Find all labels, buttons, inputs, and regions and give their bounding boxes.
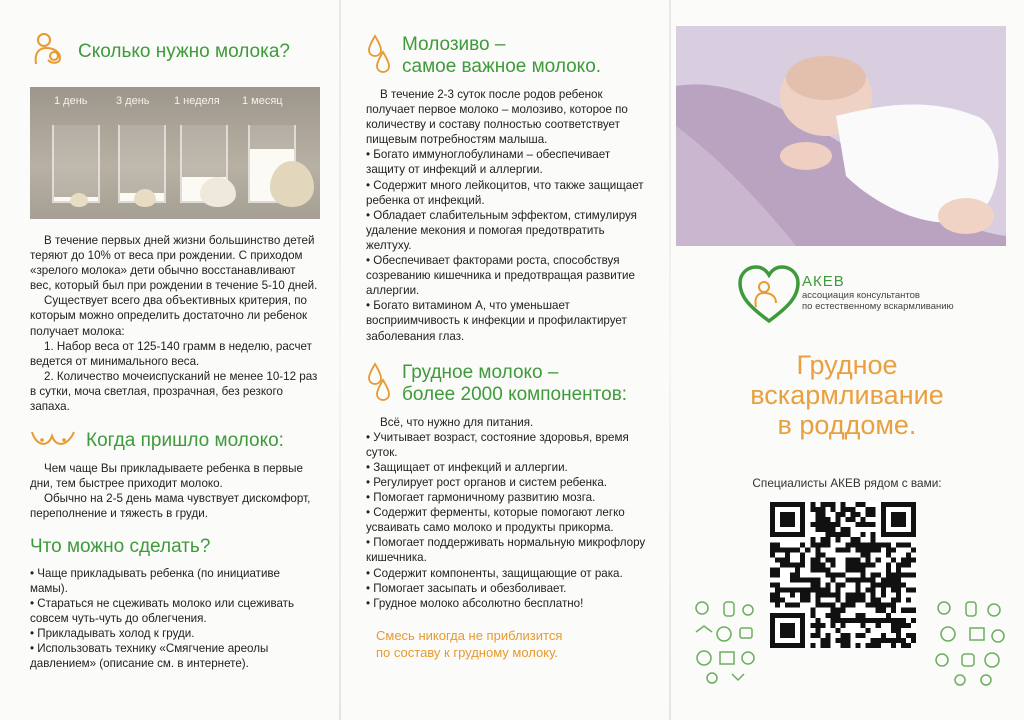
closing-statement bbox=[366, 627, 648, 661]
para-weight-loss: В течение первых дней жизни большинство детей теряют до 10% от веса при рождении. С приходом «зрелого молока» дети обычно восстанавливают вес, который был при рождении в течение 5-10 дней. bbox=[30, 234, 318, 293]
text-block-breast-milk bbox=[366, 415, 648, 611]
photo-label-month1: 1 месяц bbox=[242, 95, 283, 107]
list-item: • Прикладывать холод к груди. bbox=[30, 626, 320, 641]
akev-logo bbox=[736, 263, 802, 330]
heart-logo-icon bbox=[736, 263, 802, 325]
list-item: • Обладает слабительным эффектом, стимулируя удаление мекония и помогая предотвратить желтуху. bbox=[366, 208, 648, 253]
text-block-colostrum bbox=[366, 87, 648, 344]
list-item: • Помогает засыпать и обезболивает. bbox=[366, 581, 648, 596]
heading-row-breast-milk bbox=[366, 362, 648, 407]
title-line3: в роддоме. bbox=[777, 410, 917, 440]
qr-code[interactable] bbox=[770, 502, 916, 648]
para-attach-often: Чем чаще Вы прикладываете ребенка в первые дни, тем быстрее приходит молоко. bbox=[30, 462, 303, 491]
milk-drops-icon bbox=[366, 362, 392, 407]
closing-line2: по составу к грудному молоку. bbox=[376, 644, 558, 660]
closing-line1: Смесь никогда не приблизится bbox=[376, 627, 563, 643]
heading-when-milk-came: Когда пришло молоко: bbox=[86, 429, 284, 451]
photo-label-day3: 3 день bbox=[116, 95, 150, 107]
cover-title bbox=[670, 350, 1024, 440]
para-criterion-2: 2. Количество мочеиспусканий не менее 10-12 раз в сутки, моча светлая, прозрачная, без резкого запаха. bbox=[30, 369, 318, 414]
akev-logo-text bbox=[802, 273, 954, 312]
title-line1: Грудное bbox=[796, 350, 898, 380]
glass-day1 bbox=[52, 125, 100, 203]
breast-icon bbox=[30, 428, 76, 453]
title-line2: вскармливание bbox=[750, 380, 944, 410]
heading-how-much-milk: Сколько нужно молока? bbox=[78, 40, 290, 62]
list-item: • Помогает гармоничному развитию мозга. bbox=[366, 490, 648, 505]
list-item: • Чаще прикладывать ребенка (по инициативе мамы). bbox=[30, 566, 320, 596]
list-item: • Содержит компоненты, защищающие от рака. bbox=[366, 566, 648, 581]
list-item: • Обеспечивает факторами роста, способствуя созреванию кишечника и предотвращая развитие аллергии. bbox=[366, 253, 648, 298]
heading-breast-milk-line1: Грудное молоко – bbox=[402, 361, 559, 383]
panel-colostrum bbox=[340, 0, 670, 720]
ball-week1 bbox=[200, 177, 236, 207]
para-discomfort: Обычно на 2-5 день мама чувствует дискомфорт, переполнение и тяжесть в груди. bbox=[30, 492, 311, 521]
list-item: • Регулирует рост органов и систем ребенка. bbox=[366, 475, 648, 490]
list-colostrum-benefits bbox=[366, 147, 648, 343]
logo-subtitle-1: ассоциация консультантов bbox=[802, 290, 920, 301]
mother-baby-icon bbox=[30, 30, 68, 73]
list-item: • Содержит ферменты, которые помогают легко усваивать само молоко и продукты прикорма. bbox=[366, 505, 648, 535]
list-item: • Грудное молоко абсолютно бесплатно! bbox=[366, 596, 648, 611]
specialists-text: Специалисты АКЕВ рядом с вами: bbox=[752, 476, 942, 490]
ball-day3 bbox=[134, 189, 156, 207]
list-item: • Стараться не сцеживать молоко или сцеживать совсем чуть-чуть до облегчения. bbox=[30, 596, 320, 626]
list-item: • Богато иммуноглобулинами – обеспечивает защиту от инфекций и аллергии. bbox=[366, 147, 648, 177]
para-colostrum-intro: В течение 2-3 суток после родов ребенок получает первое молоко – молозиво, которое по количеству и составу полностью соответствует пищевым потребностям малыша. bbox=[366, 88, 628, 147]
panel-cover bbox=[670, 0, 1024, 720]
para-breast-milk-intro: Всё, что нужно для питания. bbox=[380, 415, 534, 429]
photo-label-day1: 1 день bbox=[54, 95, 88, 107]
milk-drops-icon bbox=[366, 34, 392, 79]
list-item: • Помогает поддерживать нормальную микрофлору кишечника. bbox=[366, 535, 648, 565]
text-block-weight bbox=[30, 233, 320, 414]
list-breast-milk-components bbox=[366, 430, 648, 611]
para-criterion-1: 1. Набор веса от 125-140 грамм в неделю, расчет ведется от минимального веса. bbox=[30, 339, 312, 368]
heading-colostrum-line1: Молозиво – bbox=[402, 34, 506, 55]
list-item: • Содержит много лейкоцитов, что также защищает ребенка от инфекций. bbox=[366, 178, 648, 208]
list-what-to-do bbox=[30, 566, 320, 672]
heading-breast-milk-line2: более 2000 компонентов: bbox=[402, 383, 628, 405]
heading-row-how-much bbox=[30, 30, 312, 73]
photo-label-week1: 1 неделя bbox=[174, 95, 220, 107]
baby-items-decoration-left bbox=[690, 596, 760, 686]
ball-month1 bbox=[270, 161, 314, 207]
text-block-milk-came bbox=[30, 461, 320, 521]
list-item: • Использовать технику «Смягчение ареолы давлением» (описание см. в интернете). bbox=[30, 641, 320, 671]
para-criteria-intro: Существует всего два объективных критерия, по которым можно определить достаточно ли ребенок получает молока: bbox=[30, 294, 308, 338]
heading-what-to-do: Что можно сделать? bbox=[30, 535, 211, 557]
panel-how-much-milk bbox=[0, 0, 340, 720]
logo-name: АКЕВ bbox=[802, 273, 845, 290]
list-item: • Учитывает возраст, состояние здоровья, время суток. bbox=[366, 430, 648, 460]
ball-day1 bbox=[70, 193, 88, 207]
milk-glasses-photo bbox=[30, 87, 320, 219]
list-item: • Богато витамином А, что уменьшает восприимчивость к инфекции и профилактирует заболевания глаз. bbox=[366, 298, 648, 343]
heading-colostrum-line2: самое важное молоко. bbox=[402, 56, 602, 77]
baby-items-decoration-right bbox=[930, 596, 1010, 686]
heading-row-milk-came bbox=[30, 428, 312, 453]
logo-subtitle-2: по естественному вскармливанию bbox=[802, 301, 954, 312]
mother-baby-photo bbox=[676, 26, 1006, 246]
heading-row-colostrum bbox=[366, 34, 648, 79]
list-item: • Защищает от инфекций и аллергии. bbox=[366, 460, 648, 475]
